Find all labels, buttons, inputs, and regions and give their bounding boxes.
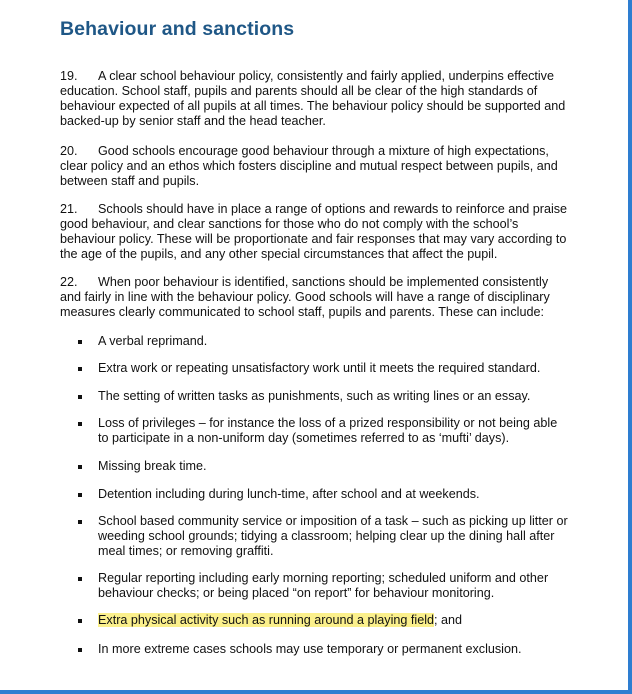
paragraph-number: 19. [60,69,78,83]
paragraph-number: 21. [60,202,78,216]
list-item-text: Extra work or repeating unsatisfactory work until it meets the required standard. [98,361,541,375]
bullet-icon [78,493,82,497]
paragraph-text: A clear school behaviour policy, consistently and fairly applied, underpins effective education. School staff, pupils and parents should all be clear of the high standards of behaviour expected of all pupils at all times. The behaviour policy should be supported and backed-up by senior staff and the head teacher. [60,69,566,128]
paragraph-number: 20. [60,144,78,158]
highlighted-text: Extra physical activity such as running around a playing field [98,613,435,627]
paragraph-22 [60,275,570,320]
bullet-icon [78,619,82,623]
paragraph-text: When poor behaviour is identified, sanctions should be implemented consistently and fairly in line with the behaviour policy. Good schools will have a range of disciplinary measures clearly communicated to school staff, pupils and parents. These can include: [60,275,550,319]
paragraph-text: Schools should have in place a range of options and rewards to reinforce and praise good behaviour, and clear sanctions for those who do not comply with the school’s behaviour policy. These will be proportionate and fair responses that may vary according to the age of the pupils, and any other special circumstances that affect the pupil. [60,202,568,261]
list-item-text: Loss of privileges – for instance the loss of a prized responsibility or not being able to participate in a non-uniform day (sometimes referred to as ‘mufti’ days). [98,416,558,445]
list-item-text: The setting of written tasks as punishments, such as writing lines or an essay. [98,389,531,403]
section-heading: Behaviour and sanctions [60,18,295,40]
paragraph-number: 22. [60,275,78,289]
list-item-text-rest: ; and [434,613,463,627]
bullet-icon [78,648,82,652]
list-item-text: School based community service or imposition of a task – such as picking up litter or weeding school grounds; tidying a classroom; helping clear up the dining hall after meal times; or removing graffiti. [98,514,568,558]
bullet-icon [78,422,82,426]
bullet-icon [78,465,82,469]
paragraph-19 [60,69,570,129]
list-item-text: A verbal reprimand. [98,334,208,348]
list-item-text: Missing break time. [98,459,207,473]
list-item-text: In more extreme cases schools may use temporary or permanent exclusion. [98,642,522,656]
list-item-text: Regular reporting including early morning reporting; scheduled uniform and other behaviour checks; or being placed “on report” for behaviour monitoring. [98,571,549,600]
paragraph-21 [60,202,570,262]
bullet-icon [78,395,82,399]
bullet-icon [78,520,82,524]
paragraph-text: Good schools encourage good behaviour through a mixture of high expectations, clear policy and an ethos which fosters discipline and mutual respect between pupils, and between staff and pupils. [60,144,558,188]
bullet-icon [78,577,82,581]
list-item-text: Detention including during lunch-time, after school and at weekends. [98,487,480,501]
list-item-text [98,613,568,628]
paragraph-20 [60,144,570,189]
bullet-icon [78,340,82,344]
bullet-icon [78,367,82,371]
